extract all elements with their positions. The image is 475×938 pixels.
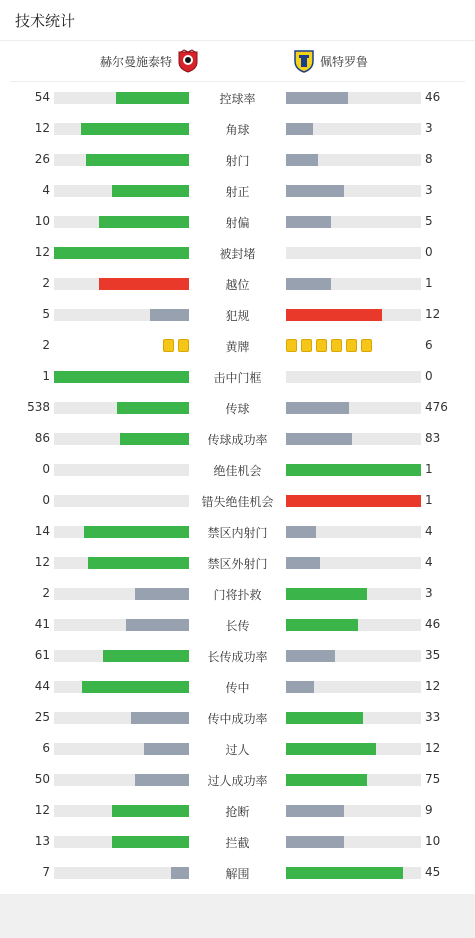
away-value: 12: [425, 679, 441, 693]
stat-label: 射门: [225, 154, 250, 168]
away-bar: [286, 433, 421, 445]
away-bar-fill: [286, 92, 348, 104]
away-bar: [286, 154, 421, 166]
away-bar: [286, 619, 421, 631]
away-value: 83: [425, 431, 441, 445]
home-bar: [54, 557, 189, 569]
away-bar: [286, 278, 421, 290]
away-value: 3: [425, 121, 433, 135]
yellow-card-icon: [286, 339, 297, 352]
away-value: 1: [425, 462, 433, 476]
away-value: 5: [425, 214, 433, 228]
home-bar-fill: [171, 867, 189, 879]
away-value: 0: [425, 245, 433, 259]
home-value: 41: [34, 617, 50, 631]
home-bar: [54, 154, 189, 166]
away-bar-fill: [286, 619, 358, 631]
home-value: 26: [34, 152, 50, 166]
home-bar-fill: [112, 185, 189, 197]
away-team-name: 佩特罗鲁: [320, 54, 369, 69]
away-bar-fill: [286, 526, 316, 538]
home-bar: [54, 588, 189, 600]
away-bar: [286, 867, 421, 879]
stat-row: [0, 795, 475, 826]
home-bar-fill: [84, 526, 189, 538]
home-team[interactable]: [10, 49, 202, 73]
stat-label: 传中: [225, 681, 250, 695]
away-value: 9: [425, 803, 433, 817]
stat-label: 长传成功率: [207, 650, 268, 664]
away-value: 1: [425, 493, 433, 507]
home-value: 12: [34, 555, 50, 569]
home-bar: [54, 774, 189, 786]
stat-row: [0, 578, 475, 609]
stat-label: 角球: [225, 123, 250, 137]
away-bar: [286, 805, 421, 817]
away-team-crest-icon: [292, 49, 316, 73]
away-bar-fill: [286, 309, 382, 321]
home-value: 12: [34, 121, 50, 135]
stat-row: [0, 144, 475, 175]
home-bar: [54, 216, 189, 228]
home-bar: [54, 278, 189, 290]
home-value: 0: [42, 493, 50, 507]
stat-label: 拦截: [225, 836, 250, 850]
away-value: 10: [425, 834, 441, 848]
home-bar: [54, 247, 189, 259]
yellow-card-icon: [361, 339, 372, 352]
away-bar: [286, 464, 421, 476]
away-bar: [286, 185, 421, 197]
home-bar-fill: [88, 557, 189, 569]
home-bar: [54, 495, 189, 507]
away-bar-fill: [286, 774, 367, 786]
home-value: 86: [34, 431, 50, 445]
home-bar: [54, 371, 189, 383]
stat-label: 绝佳机会: [213, 464, 262, 478]
stat-row: [0, 330, 475, 361]
home-value: 50: [34, 772, 50, 786]
yellow-card-icon: [331, 339, 342, 352]
home-value: 61: [34, 648, 50, 662]
away-value: 1: [425, 276, 433, 290]
stat-label: 过人成功率: [207, 774, 268, 788]
home-bar-fill: [120, 433, 189, 445]
home-value: 25: [34, 710, 50, 724]
away-bar-fill: [286, 464, 421, 476]
away-value: 12: [425, 741, 441, 755]
stat-row: [0, 857, 475, 888]
stat-row: [0, 175, 475, 206]
stat-label: 长传: [225, 619, 250, 633]
stat-label: 射正: [225, 185, 250, 199]
stat-row: [0, 547, 475, 578]
away-value: 33: [425, 710, 441, 724]
away-bar: [286, 123, 421, 135]
away-bar-fill: [286, 154, 318, 166]
away-bar-fill: [286, 402, 349, 414]
home-value: 4: [42, 183, 50, 197]
home-value: 13: [34, 834, 50, 848]
home-value: 5: [42, 307, 50, 321]
home-value: 6: [42, 741, 50, 755]
away-value: 46: [425, 90, 441, 104]
stat-row: [0, 299, 475, 330]
away-value: 4: [425, 524, 433, 538]
stat-row: [0, 268, 475, 299]
away-value: 46: [425, 617, 441, 631]
stat-label: 传球: [225, 402, 250, 416]
away-bar: [286, 712, 421, 724]
home-bar-fill: [112, 805, 189, 817]
stat-row: [0, 113, 475, 144]
away-bar-fill: [286, 712, 363, 724]
home-bar: [54, 433, 189, 445]
stat-label: 抢断: [225, 805, 250, 819]
stat-row: [0, 516, 475, 547]
away-bar: [286, 216, 421, 228]
away-bar-fill: [286, 557, 320, 569]
home-bar-fill: [131, 712, 189, 724]
home-value: 12: [34, 245, 50, 259]
away-bar: [286, 743, 421, 755]
away-bar-fill: [286, 681, 314, 693]
away-value: 0: [425, 369, 433, 383]
away-value: 6: [425, 338, 433, 352]
home-bar: [54, 464, 189, 476]
away-bar: [286, 774, 421, 786]
home-bar-fill: [116, 92, 189, 104]
stat-label: 射偏: [225, 216, 250, 230]
stat-label: 击中门框: [213, 371, 262, 385]
away-value: 8: [425, 152, 433, 166]
stat-label: 错失绝佳机会: [201, 495, 274, 509]
away-bar: [286, 402, 421, 414]
teams-header: [10, 41, 465, 82]
home-value: 2: [42, 586, 50, 600]
away-value: 3: [425, 183, 433, 197]
stat-row: [0, 237, 475, 268]
home-value: 2: [42, 338, 50, 352]
home-bar-fill: [86, 154, 189, 166]
stat-label: 禁区外射门: [207, 557, 268, 571]
away-bar: [286, 650, 421, 662]
away-bar-fill: [286, 836, 344, 848]
stat-row: [0, 609, 475, 640]
away-bar: [286, 681, 421, 693]
away-bar-fill: [286, 216, 331, 228]
away-bar: [286, 92, 421, 104]
away-bar: [286, 495, 421, 507]
away-value: 12: [425, 307, 441, 321]
home-bar: [54, 712, 189, 724]
away-bar-fill: [286, 588, 367, 600]
home-value: 12: [34, 803, 50, 817]
stat-label: 越位: [225, 278, 250, 292]
away-value: 3: [425, 586, 433, 600]
stat-row: [0, 392, 475, 423]
home-bar-fill: [54, 247, 189, 259]
stat-label: 禁区内射门: [207, 526, 268, 540]
home-bar: [54, 123, 189, 135]
stats-list: [0, 82, 475, 894]
stat-label: 传中成功率: [207, 712, 268, 726]
page-title: 技术统计: [0, 0, 475, 41]
home-bar-fill: [135, 588, 189, 600]
stat-row: [0, 82, 475, 113]
stat-row: [0, 361, 475, 392]
away-bar: [286, 557, 421, 569]
home-bar: [54, 743, 189, 755]
stat-row: [0, 733, 475, 764]
away-bar-fill: [286, 278, 331, 290]
stat-row: [0, 764, 475, 795]
stat-row: [0, 485, 475, 516]
yellow-card-icon: [163, 339, 174, 352]
stat-label: 解围: [225, 867, 250, 881]
home-bar: [54, 526, 189, 538]
away-bar-fill: [286, 495, 421, 507]
home-bar-fill: [126, 619, 189, 631]
away-bar-fill: [286, 123, 313, 135]
stat-label: 控球率: [219, 92, 256, 106]
home-bar: [54, 867, 189, 879]
stat-row: [0, 206, 475, 237]
home-bar-fill: [99, 216, 189, 228]
home-bar: [54, 836, 189, 848]
stat-label: 传球成功率: [207, 433, 268, 447]
home-value: 54: [34, 90, 50, 104]
home-bar-fill: [117, 402, 189, 414]
away-value: 476: [425, 400, 448, 414]
stat-row: [0, 640, 475, 671]
away-bar: [286, 526, 421, 538]
home-bar-fill: [54, 371, 189, 383]
stat-row: [0, 454, 475, 485]
away-bar-fill: [286, 805, 344, 817]
home-bar: [54, 402, 189, 414]
yellow-card-icon: [178, 339, 189, 352]
home-bar: [54, 309, 189, 321]
home-value: 7: [42, 865, 50, 879]
home-bar-fill: [99, 278, 189, 290]
home-bar-fill: [82, 681, 189, 693]
stat-row: [0, 423, 475, 454]
home-bar-fill: [135, 774, 189, 786]
home-team-name: 赫尔曼施泰特: [99, 54, 172, 69]
away-bar-fill: [286, 743, 376, 755]
home-bar: [54, 681, 189, 693]
away-bar-fill: [286, 867, 403, 879]
stat-row: [0, 826, 475, 857]
stat-row: [0, 671, 475, 702]
home-bar-fill: [81, 123, 189, 135]
away-bar-fill: [286, 433, 352, 445]
home-yellow-cards: [163, 339, 189, 352]
away-bar: [286, 309, 421, 321]
yellow-card-icon: [301, 339, 312, 352]
home-value: 14: [34, 524, 50, 538]
home-bar: [54, 650, 189, 662]
away-team[interactable]: [292, 49, 368, 73]
home-team-crest-icon: [176, 49, 200, 73]
away-bar-fill: [286, 185, 344, 197]
home-bar: [54, 185, 189, 197]
away-bar: [286, 588, 421, 600]
home-value: 1: [42, 369, 50, 383]
home-value: 44: [34, 679, 50, 693]
away-value: 75: [425, 772, 441, 786]
home-value: 2: [42, 276, 50, 290]
away-value: 45: [425, 865, 441, 879]
away-bar: [286, 836, 421, 848]
stat-label: 过人: [225, 743, 250, 757]
yellow-card-icon: [346, 339, 357, 352]
away-bar-fill: [286, 650, 335, 662]
home-bar: [54, 619, 189, 631]
home-bar-fill: [144, 743, 189, 755]
home-value: 538: [27, 400, 50, 414]
home-bar-fill: [112, 836, 189, 848]
stat-row: [0, 702, 475, 733]
away-value: 35: [425, 648, 441, 662]
home-value: 10: [34, 214, 50, 228]
home-value: 0: [42, 462, 50, 476]
away-value: 4: [425, 555, 433, 569]
away-bar: [286, 371, 421, 383]
stat-label: 犯规: [225, 309, 250, 323]
stat-label: 黄牌: [225, 340, 250, 354]
home-bar-fill: [150, 309, 189, 321]
away-bar: [286, 247, 421, 259]
away-yellow-cards: [286, 339, 372, 352]
stat-label: 门将扑救: [213, 588, 262, 602]
home-bar-fill: [103, 650, 189, 662]
home-bar: [54, 805, 189, 817]
home-bar: [54, 92, 189, 104]
yellow-card-icon: [316, 339, 327, 352]
stat-label: 被封堵: [219, 247, 256, 261]
